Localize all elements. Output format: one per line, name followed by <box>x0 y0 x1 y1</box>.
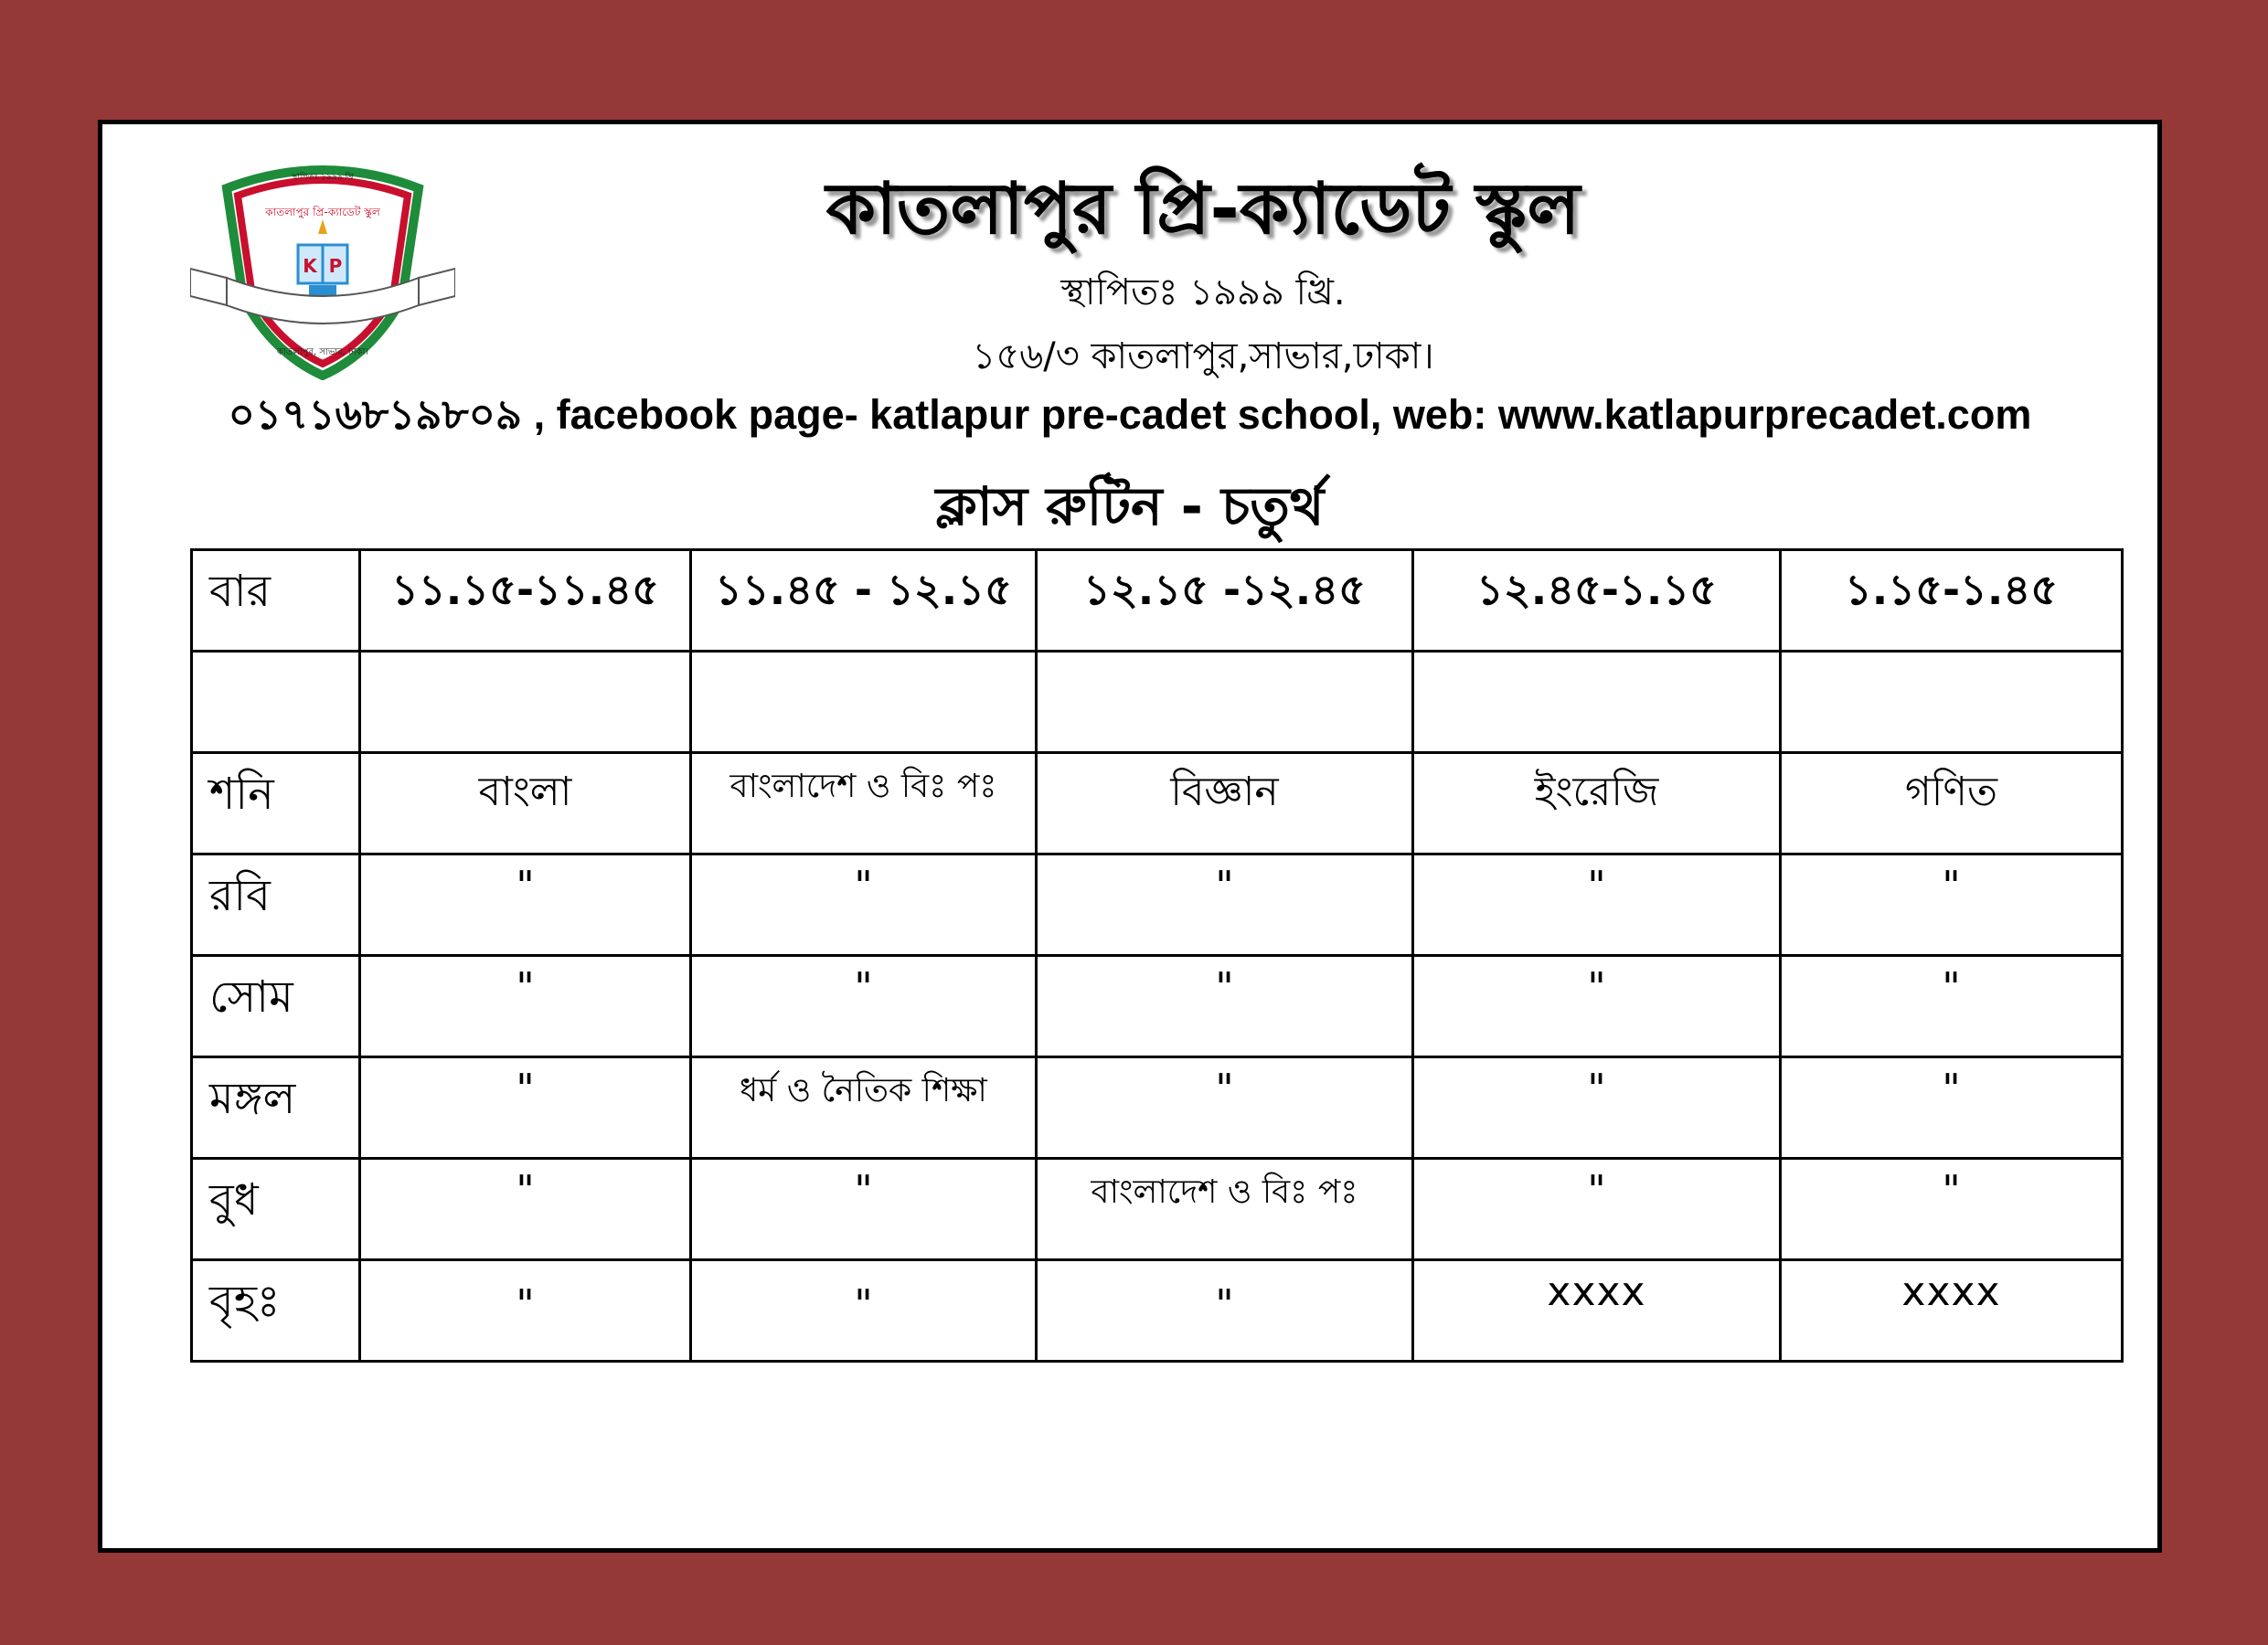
table-cell: " <box>1413 1159 1781 1260</box>
table-row <box>192 854 2123 956</box>
school-address: ১৫৬/৩ কাতলাপুর,সাভার,ঢাকা। <box>972 335 1434 377</box>
routine-table <box>190 548 2124 1363</box>
routine-title: ক্লাস রুটিন - চতুর্থ <box>935 475 1325 537</box>
table-cell: বাংলাদেশ ও বিঃ পঃ <box>691 753 1037 854</box>
day-cell: বৃহঃ <box>192 1260 360 1362</box>
logo-bottom-text: কাতলাপুর, সাভার, ঢাকা। <box>276 347 369 357</box>
column-header-period-4: ১২.৪৫-১.১৫ <box>1413 550 1781 652</box>
day-cell: রবি <box>192 854 360 956</box>
table-cell: " <box>360 1260 691 1362</box>
established-year: স্থাপিতঃ ১৯৯৯ খ্রি. <box>1060 271 1346 313</box>
table-row <box>192 753 2123 854</box>
table-cell: xxxx <box>1413 1260 1781 1362</box>
table-row <box>192 652 2123 753</box>
day-cell: মঙ্গল <box>192 1057 360 1159</box>
table-cell <box>691 652 1037 753</box>
table-cell: ইংরেজি <box>1413 753 1781 854</box>
table-cell: ধর্ম ও নৈতিক শিক্ষা <box>691 1057 1037 1159</box>
column-header-period-5: ১.১৫-১.৪৫ <box>1781 550 2123 652</box>
table-row <box>192 1260 2123 1362</box>
table-row <box>192 1057 2123 1159</box>
day-cell <box>192 652 360 753</box>
table-cell: xxxx <box>1781 1260 2123 1362</box>
table-cell: " <box>1781 854 2123 956</box>
table-cell: " <box>691 1159 1037 1260</box>
day-cell: বুধ <box>192 1159 360 1260</box>
table-cell: " <box>360 956 691 1057</box>
table-cell <box>1413 652 1781 753</box>
column-header-period-1: ১১.১৫-১১.৪৫ <box>360 550 691 652</box>
logo-initial-k: K <box>303 255 317 277</box>
table-cell: " <box>1413 956 1781 1057</box>
table-row <box>192 1159 2123 1260</box>
table-cell: " <box>1037 1260 1413 1362</box>
table-cell: " <box>360 1057 691 1159</box>
table-cell: বিজ্ঞান <box>1037 753 1413 854</box>
school-name: কাতলাপুর প্রি-ক্যাডেট স্কুল <box>825 168 1581 250</box>
logo-top-text: স্থাপিতঃ ১৯৯৯ খ্রি <box>292 173 354 182</box>
table-cell: " <box>1037 854 1413 956</box>
routine-sheet <box>98 120 2162 1553</box>
table-cell: বাংলা <box>360 753 691 854</box>
column-header-day: বার <box>192 550 360 652</box>
table-cell: " <box>1781 1159 2123 1260</box>
table-cell: " <box>360 854 691 956</box>
table-cell: " <box>691 1260 1037 1362</box>
contact-line: ০১৭১৬৮১৯৮০৯ , facebook page- katlapur pre-cadet school, web: www.katlapurprecadet.com <box>228 391 2032 438</box>
table-cell: " <box>691 956 1037 1057</box>
table-cell <box>360 652 691 753</box>
table-header-row <box>192 550 2123 652</box>
table-cell: " <box>360 1159 691 1260</box>
table-cell: " <box>691 854 1037 956</box>
column-header-period-2: ১১.৪৫ - ১২.১৫ <box>691 550 1037 652</box>
table-row <box>192 956 2123 1057</box>
table-cell <box>1781 652 2123 753</box>
table-cell: " <box>1413 1057 1781 1159</box>
column-header-period-3: ১২.১৫ -১২.৪৫ <box>1037 550 1413 652</box>
logo-ribbon-text: কাতলাপুর প্রি-ক্যাডেট স্কুল <box>265 206 380 218</box>
table-cell: " <box>1037 1057 1413 1159</box>
table-cell: " <box>1781 956 2123 1057</box>
table-cell: বাংলাদেশ ও বিঃ পঃ <box>1037 1159 1413 1260</box>
table-cell: " <box>1413 854 1781 956</box>
day-cell: শনি <box>192 753 360 854</box>
table-cell <box>1037 652 1413 753</box>
table-cell: " <box>1037 956 1413 1057</box>
logo-initial-p: P <box>328 255 343 277</box>
day-cell: সোম <box>192 956 360 1057</box>
table-cell: গণিত <box>1781 753 2123 854</box>
table-cell: " <box>1781 1057 2123 1159</box>
